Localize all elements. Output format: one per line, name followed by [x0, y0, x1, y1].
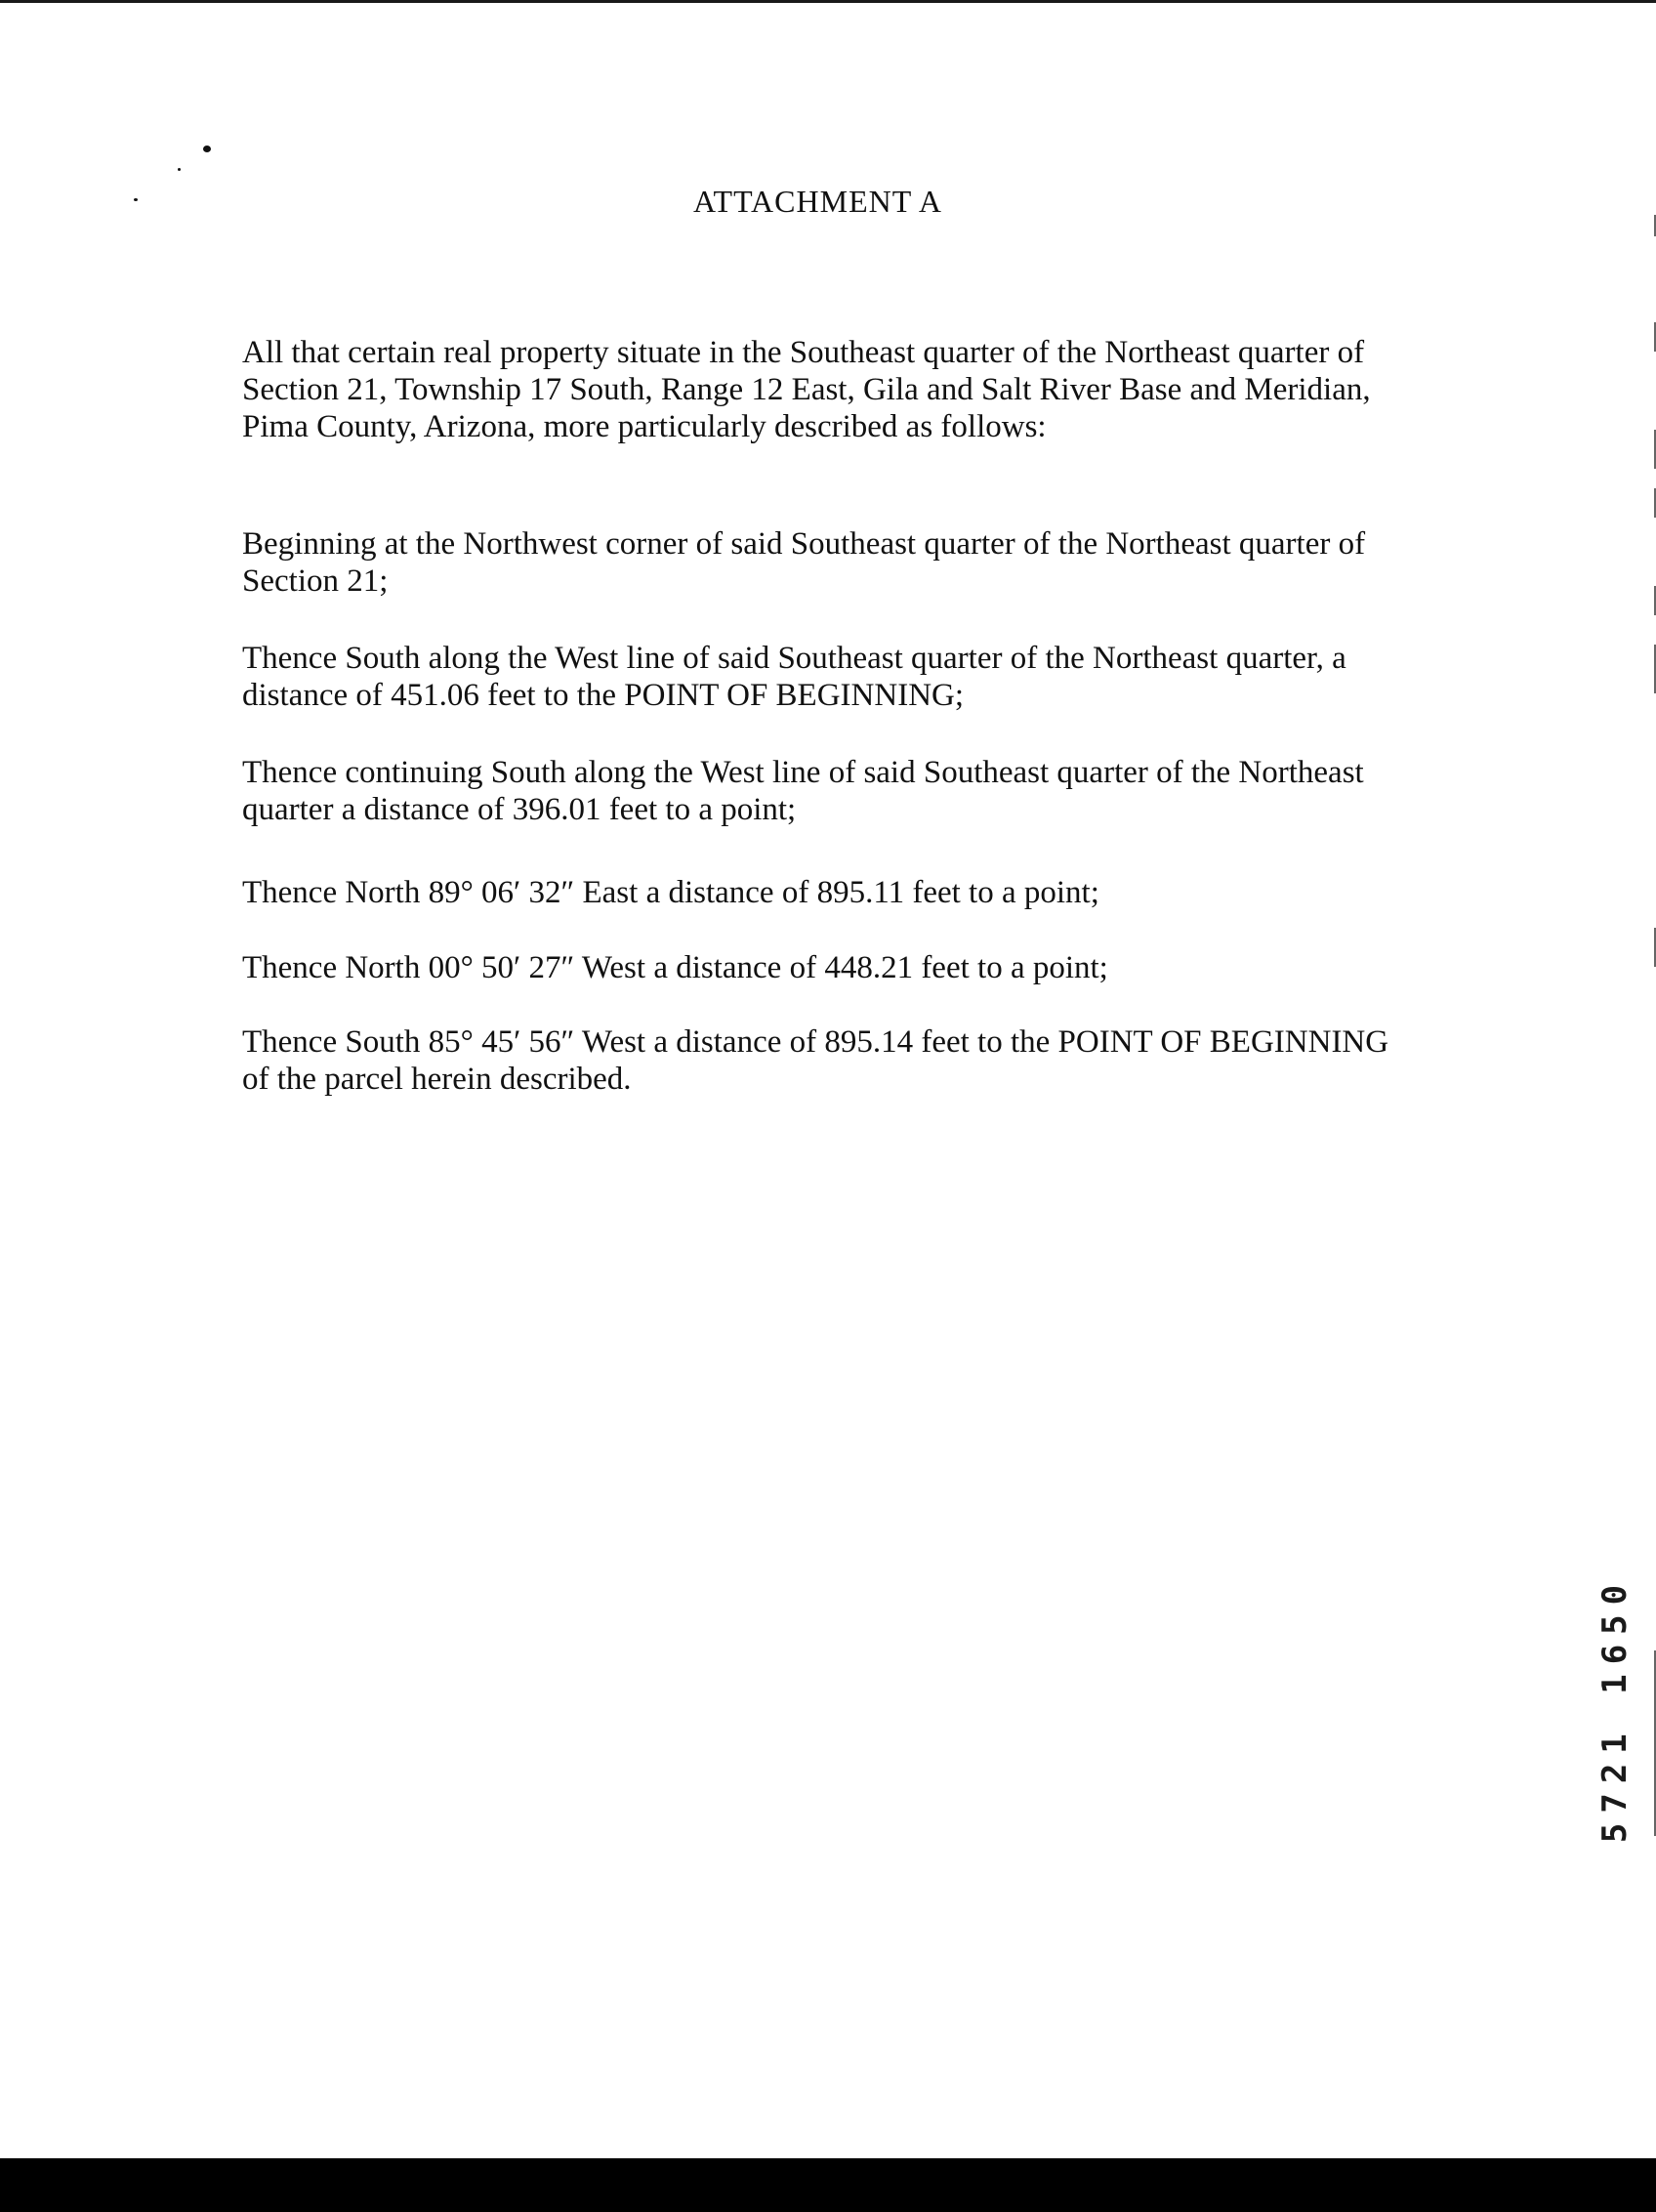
scan-bottom-band	[0, 2158, 1656, 2212]
paragraph-course-5: Thence South 85° 45′ 56″ West a distance of 895.14 feet to the POINT OF BEGINNING of the parcel herein described.	[242, 1024, 1389, 1097]
scan-speck	[203, 146, 211, 152]
stamp-number: 5721 1650	[1595, 1574, 1635, 1844]
paragraph-course-1: Thence South along the West line of said Southeast quarter of the Northeast quarter, a distance of 451.06 feet to the POINT OF BEGINNING;	[242, 641, 1346, 713]
document-number-stamp	[1595, 1543, 1635, 1875]
paragraph-course-2: Thence continuing South along the West line of said Southeast quarter of the Northeast quarter a distance of 396.01 feet to a point;	[242, 755, 1364, 827]
paragraph-property: All that certain real property situate in the Southeast quarter of the Northeast quarter of Section 21, Township 17 South, Range 12 East, Gila and Salt River Base and Meridian, Pima County, Arizona, more particularly described as follows:	[242, 335, 1371, 444]
scan-speck	[178, 168, 181, 171]
paragraph-course-4: Thence North 00° 50′ 27″ West a distance of 448.21 feet to a point;	[242, 950, 1108, 985]
legal-description	[242, 0, 1414, 1172]
document-title: ATTACHMENT A	[692, 184, 943, 219]
paragraph-course-3: Thence North 89° 06′ 32″ East a distance of 895.11 feet to a point;	[242, 875, 1099, 910]
paragraph-beginning: Beginning at the Northwest corner of said Southeast quarter of the Northeast quarter of Section 21;	[242, 526, 1366, 599]
